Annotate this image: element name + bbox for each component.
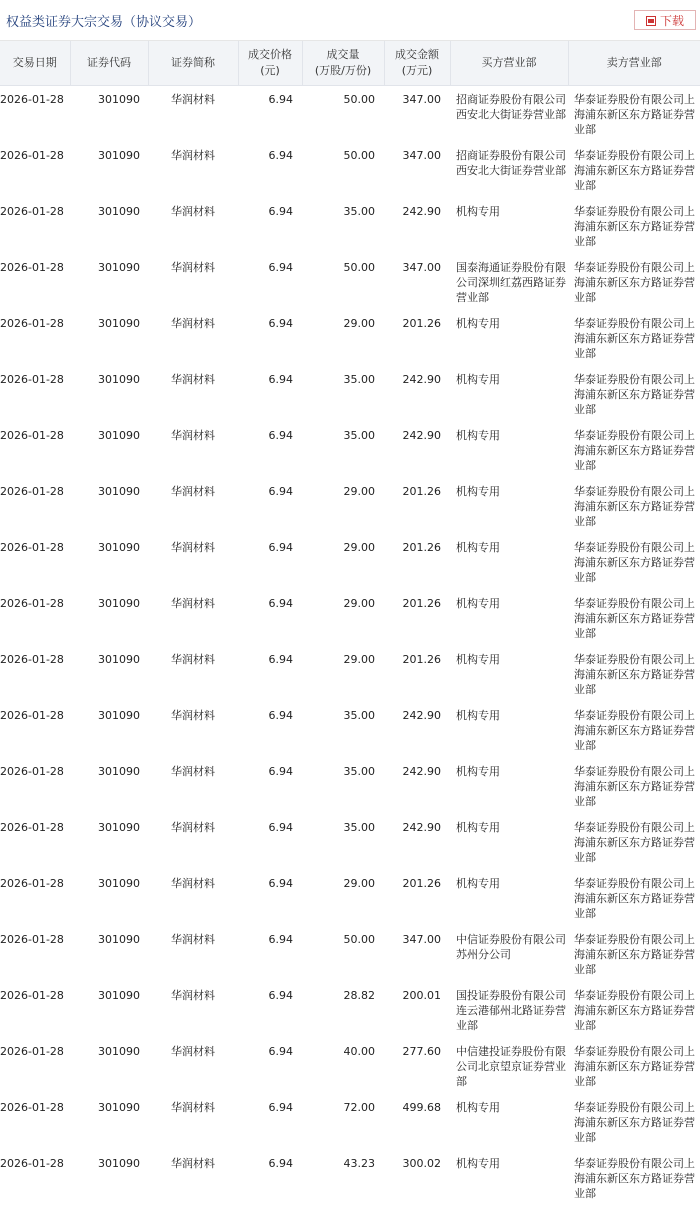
- table-row: [0, 366, 700, 422]
- table-row: [0, 646, 700, 702]
- table-row: [0, 1150, 700, 1206]
- cell-seller: 华泰证券股份有限公司上海浦东新区东方路证券营业部: [574, 764, 695, 808]
- cell-amount: 242.90: [402, 204, 441, 218]
- cell-amount: 201.26: [402, 876, 441, 890]
- cell-amount: 242.90: [402, 708, 441, 722]
- cell-date: 2026-01-28: [0, 540, 64, 554]
- cell-price: 6.94: [268, 1100, 293, 1114]
- cell-code: 301090: [98, 820, 140, 834]
- cell-code: 301090: [98, 260, 140, 274]
- page-title: 权益类证券大宗交易（协议交易）: [6, 15, 202, 30]
- cell-buyer: 机构专用: [456, 708, 500, 722]
- cell-amount: 347.00: [402, 148, 441, 162]
- cell-seller: 华泰证券股份有限公司上海浦东新区东方路证券营业部: [574, 316, 695, 360]
- column-header-volume: 成交量 (万股/万份): [302, 41, 384, 86]
- excel-icon: [646, 15, 656, 25]
- cell-name: 华润材料: [171, 708, 215, 722]
- cell-seller: 华泰证券股份有限公司上海浦东新区东方路证券营业部: [574, 260, 695, 304]
- column-header-amount: 成交金额 (万元): [384, 41, 450, 86]
- cell-amount: 201.26: [402, 596, 441, 610]
- cell-seller: 华泰证券股份有限公司上海浦东新区东方路证券营业部: [574, 1100, 695, 1144]
- cell-buyer: 机构专用: [456, 540, 500, 554]
- cell-date: 2026-01-28: [0, 148, 64, 162]
- cell-buyer: 机构专用: [456, 316, 500, 330]
- cell-seller: 华泰证券股份有限公司上海浦东新区东方路证券营业部: [574, 540, 695, 584]
- cell-volume: 35.00: [343, 764, 375, 778]
- cell-volume: 40.00: [343, 1044, 375, 1058]
- cell-code: 301090: [98, 596, 140, 610]
- cell-seller: 华泰证券股份有限公司上海浦东新区东方路证券营业部: [574, 484, 695, 528]
- cell-amount: 200.01: [402, 988, 441, 1002]
- cell-price: 6.94: [268, 428, 293, 442]
- cell-price: 6.94: [268, 932, 293, 946]
- cell-amount: 347.00: [402, 93, 441, 106]
- cell-volume: 50.00: [343, 932, 375, 946]
- cell-code: 301090: [98, 876, 140, 890]
- cell-date: 2026-01-28: [0, 1100, 64, 1114]
- cell-buyer: 机构专用: [456, 484, 500, 498]
- cell-buyer: 国泰海通证券股份有限公司深圳红荔西路证券营业部: [456, 260, 566, 304]
- cell-volume: 29.00: [343, 876, 375, 890]
- cell-price: 6.94: [268, 93, 293, 106]
- cell-seller: 华泰证券股份有限公司上海浦东新区东方路证券营业部: [574, 932, 695, 976]
- cell-buyer: 中信建投证券股份有限公司北京望京证券营业部: [456, 1044, 566, 1088]
- cell-code: 301090: [98, 764, 140, 778]
- cell-volume: 50.00: [343, 260, 375, 274]
- cell-date: 2026-01-28: [0, 484, 64, 498]
- cell-name: 华润材料: [171, 820, 215, 834]
- cell-date: 2026-01-28: [0, 93, 64, 106]
- cell-date: 2026-01-28: [0, 764, 64, 778]
- cell-name: 华润材料: [171, 1044, 215, 1058]
- cell-price: 6.94: [268, 540, 293, 554]
- cell-volume: 29.00: [343, 540, 375, 554]
- cell-price: 6.94: [268, 596, 293, 610]
- cell-code: 301090: [98, 1044, 140, 1058]
- cell-amount: 300.02: [402, 1156, 441, 1170]
- cell-name: 华润材料: [171, 428, 215, 442]
- table-row: [0, 1094, 700, 1150]
- column-header-buyer: 买方营业部: [450, 41, 568, 86]
- cell-volume: 50.00: [343, 148, 375, 162]
- cell-date: 2026-01-28: [0, 1156, 64, 1170]
- cell-name: 华润材料: [171, 204, 215, 218]
- cell-volume: 28.82: [343, 988, 375, 1002]
- cell-date: 2026-01-28: [0, 932, 64, 946]
- cell-name: 华润材料: [171, 93, 215, 106]
- cell-seller: 华泰证券股份有限公司上海浦东新区东方路证券营业部: [574, 372, 695, 416]
- cell-date: 2026-01-28: [0, 596, 64, 610]
- cell-amount: 277.60: [402, 1044, 441, 1058]
- cell-buyer: 机构专用: [456, 652, 500, 666]
- cell-volume: 29.00: [343, 596, 375, 610]
- cell-volume: 72.00: [343, 1100, 375, 1114]
- cell-date: 2026-01-28: [0, 708, 64, 722]
- cell-amount: 201.26: [402, 484, 441, 498]
- cell-volume: 29.00: [343, 484, 375, 498]
- cell-date: 2026-01-28: [0, 652, 64, 666]
- cell-name: 华润材料: [171, 652, 215, 666]
- cell-amount: 242.90: [402, 428, 441, 442]
- cell-amount: 347.00: [402, 932, 441, 946]
- table-row: [0, 86, 700, 142]
- table-row: [0, 702, 700, 758]
- column-header-seller: 卖方营业部: [568, 41, 700, 86]
- cell-name: 华润材料: [171, 372, 215, 386]
- section-header: [0, 0, 700, 41]
- cell-code: 301090: [98, 1100, 140, 1114]
- cell-name: 华润材料: [171, 148, 215, 162]
- cell-name: 华润材料: [171, 764, 215, 778]
- cell-date: 2026-01-28: [0, 260, 64, 274]
- cell-price: 6.94: [268, 204, 293, 218]
- cell-date: 2026-01-28: [0, 1044, 64, 1058]
- table-row: [0, 1038, 700, 1094]
- cell-volume: 50.00: [343, 93, 375, 106]
- cell-volume: 29.00: [343, 652, 375, 666]
- cell-amount: 201.26: [402, 540, 441, 554]
- cell-code: 301090: [98, 484, 140, 498]
- cell-volume: 29.00: [343, 316, 375, 330]
- cell-buyer: 机构专用: [456, 1100, 500, 1114]
- cell-code: 301090: [98, 540, 140, 554]
- table-row: [0, 254, 700, 310]
- cell-price: 6.94: [268, 148, 293, 162]
- cell-price: 6.94: [268, 316, 293, 330]
- cell-seller: 华泰证券股份有限公司上海浦东新区东方路证券营业部: [574, 652, 695, 696]
- cell-seller: 华泰证券股份有限公司上海浦东新区东方路证券营业部: [574, 596, 695, 640]
- cell-price: 6.94: [268, 876, 293, 890]
- cell-date: 2026-01-28: [0, 316, 64, 330]
- cell-buyer: 机构专用: [456, 1156, 500, 1170]
- cell-name: 华润材料: [171, 260, 215, 274]
- cell-buyer: 机构专用: [456, 596, 500, 610]
- cell-code: 301090: [98, 708, 140, 722]
- table-row: [0, 422, 700, 478]
- cell-seller: 华泰证券股份有限公司上海浦东新区东方路证券营业部: [574, 820, 695, 864]
- cell-price: 6.94: [268, 988, 293, 1002]
- cell-name: 华润材料: [171, 484, 215, 498]
- cell-price: 6.94: [268, 260, 293, 274]
- cell-name: 华润材料: [171, 316, 215, 330]
- cell-code: 301090: [98, 148, 140, 162]
- table-row: [0, 758, 700, 814]
- cell-buyer: 机构专用: [456, 876, 500, 890]
- cell-code: 301090: [98, 93, 140, 106]
- table-header-row: [0, 41, 700, 86]
- cell-volume: 35.00: [343, 428, 375, 442]
- cell-amount: 201.26: [402, 652, 441, 666]
- cell-code: 301090: [98, 428, 140, 442]
- download-label: 下载: [659, 13, 684, 28]
- cell-price: 6.94: [268, 820, 293, 834]
- cell-code: 301090: [98, 316, 140, 330]
- cell-code: 301090: [98, 372, 140, 386]
- table-row: [0, 926, 700, 982]
- cell-code: 301090: [98, 204, 140, 218]
- cell-seller: 华泰证券股份有限公司上海浦东新区东方路证券营业部: [574, 204, 695, 248]
- cell-name: 华润材料: [171, 988, 215, 1002]
- table-row: [0, 590, 700, 646]
- cell-date: 2026-01-28: [0, 372, 64, 386]
- table-row: [0, 534, 700, 590]
- cell-name: 华润材料: [171, 1156, 215, 1170]
- cell-code: 301090: [98, 932, 140, 946]
- cell-date: 2026-01-28: [0, 820, 64, 834]
- cell-name: 华润材料: [171, 540, 215, 554]
- cell-name: 华润材料: [171, 876, 215, 890]
- column-header-code: 证券代码: [70, 41, 148, 86]
- cell-seller: 华泰证券股份有限公司上海浦东新区东方路证券营业部: [574, 1044, 695, 1088]
- cell-seller: 华泰证券股份有限公司上海浦东新区东方路证券营业部: [574, 428, 695, 472]
- cell-seller: 华泰证券股份有限公司上海浦东新区东方路证券营业部: [574, 148, 695, 192]
- cell-buyer: 机构专用: [456, 428, 500, 442]
- column-header-date: 交易日期: [0, 41, 70, 86]
- cell-code: 301090: [98, 652, 140, 666]
- cell-name: 华润材料: [171, 596, 215, 610]
- cell-amount: 242.90: [402, 764, 441, 778]
- column-header-price: 成交价格 (元): [238, 41, 302, 86]
- cell-price: 6.94: [268, 764, 293, 778]
- cell-buyer: 招商证券股份有限公司西安北大街证券营业部: [456, 148, 566, 177]
- cell-buyer: 机构专用: [456, 764, 500, 778]
- cell-price: 6.94: [268, 372, 293, 386]
- cell-amount: 201.26: [402, 316, 441, 330]
- cell-amount: 242.90: [402, 372, 441, 386]
- cell-code: 301090: [98, 988, 140, 1002]
- cell-volume: 35.00: [343, 204, 375, 218]
- table-row: [0, 478, 700, 534]
- cell-seller: 华泰证券股份有限公司上海浦东新区东方路证券营业部: [574, 93, 695, 136]
- table-row: [0, 870, 700, 926]
- cell-seller: 华泰证券股份有限公司上海浦东新区东方路证券营业部: [574, 988, 695, 1032]
- cell-buyer: 中信证券股份有限公司苏州分公司: [456, 932, 566, 961]
- download-button[interactable]: [634, 10, 696, 30]
- cell-amount: 499.68: [402, 1100, 441, 1114]
- column-header-name: 证券简称: [148, 41, 238, 86]
- cell-buyer: 机构专用: [456, 820, 500, 834]
- cell-buyer: 招商证券股份有限公司西安北大街证券营业部: [456, 93, 566, 121]
- cell-date: 2026-01-28: [0, 876, 64, 890]
- cell-volume: 35.00: [343, 708, 375, 722]
- cell-amount: 242.90: [402, 820, 441, 834]
- cell-date: 2026-01-28: [0, 204, 64, 218]
- cell-price: 6.94: [268, 652, 293, 666]
- cell-seller: 华泰证券股份有限公司上海浦东新区东方路证券营业部: [574, 1156, 695, 1200]
- cell-price: 6.94: [268, 484, 293, 498]
- table-row: [0, 982, 700, 1038]
- cell-date: 2026-01-28: [0, 988, 64, 1002]
- block-trade-table: [0, 41, 700, 1206]
- table-row: [0, 310, 700, 366]
- table-row: [0, 198, 700, 254]
- cell-code: 301090: [98, 1156, 140, 1170]
- cell-name: 华润材料: [171, 932, 215, 946]
- cell-price: 6.94: [268, 1044, 293, 1058]
- cell-volume: 35.00: [343, 372, 375, 386]
- cell-seller: 华泰证券股份有限公司上海浦东新区东方路证券营业部: [574, 876, 695, 920]
- cell-volume: 43.23: [343, 1156, 375, 1170]
- cell-name: 华润材料: [171, 1100, 215, 1114]
- table-row: [0, 814, 700, 870]
- cell-date: 2026-01-28: [0, 428, 64, 442]
- cell-amount: 347.00: [402, 260, 441, 274]
- cell-seller: 华泰证券股份有限公司上海浦东新区东方路证券营业部: [574, 708, 695, 752]
- cell-price: 6.94: [268, 1156, 293, 1170]
- cell-buyer: 机构专用: [456, 204, 500, 218]
- cell-buyer: 机构专用: [456, 372, 500, 386]
- cell-volume: 35.00: [343, 820, 375, 834]
- cell-buyer: 国投证券股份有限公司连云港郁州北路证券营业部: [456, 988, 566, 1032]
- table-row: [0, 142, 700, 198]
- cell-price: 6.94: [268, 708, 293, 722]
